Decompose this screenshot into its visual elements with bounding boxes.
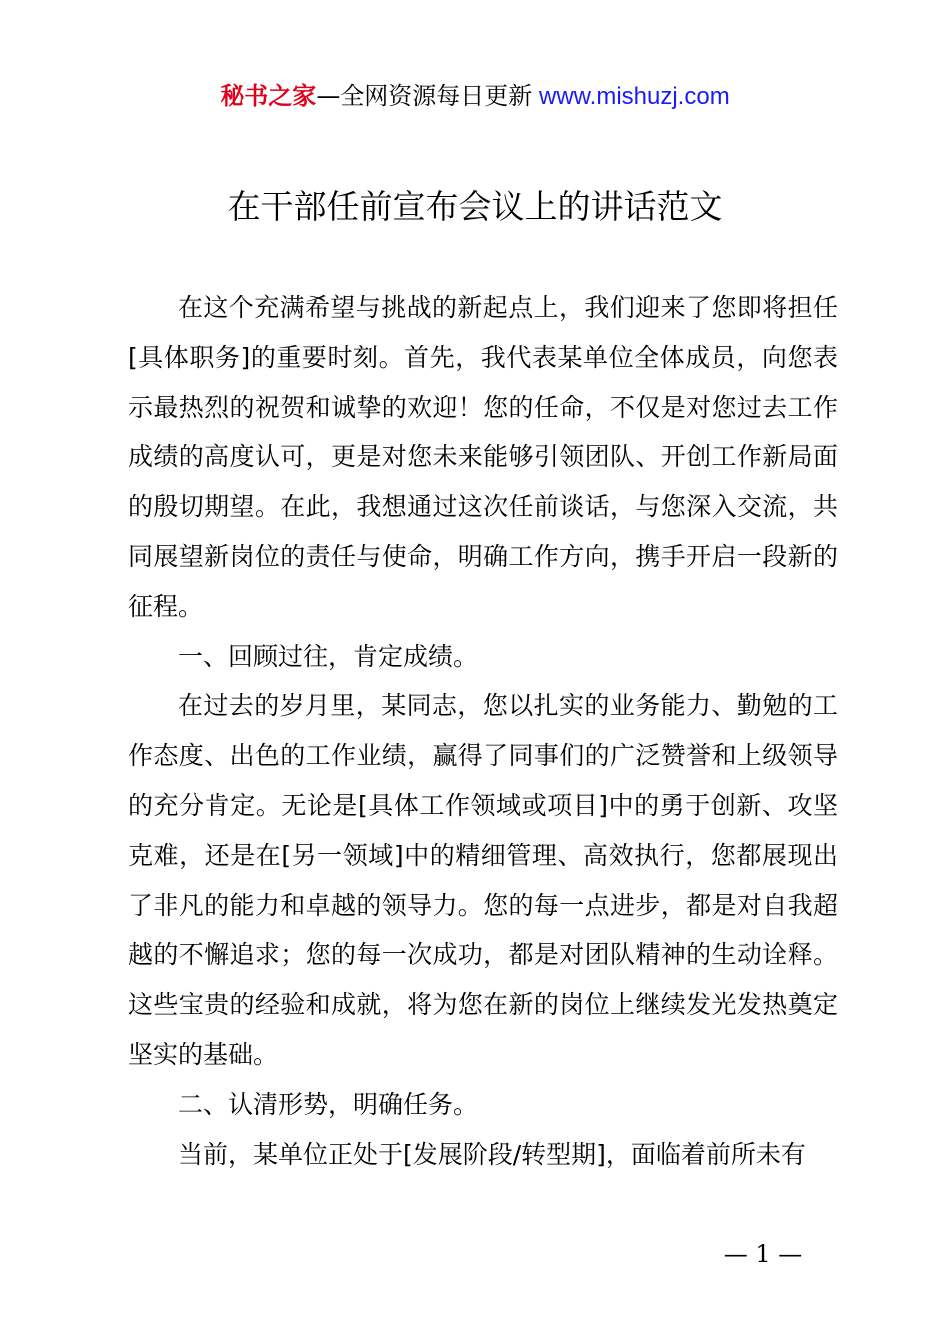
site-url-link[interactable]: www.mishuzj.com [532,83,730,110]
site-header [0,80,950,113]
page-number: — 1 — [723,1240,803,1268]
paragraph-section-2: 当前，某单位正处于[发展阶段/转型期]，面临着前所未有 [178,1139,806,1169]
brand-name: 秘书之家 [220,82,317,110]
header-tagline: —全网资源每日更新 [316,82,533,110]
paragraph-intro: 在这个充满希望与挑战的新起点上，我们迎来了您即将担任[具体职务]的重要时刻。首先，我代表某单位全体成员，向您表示最热烈的祝贺和诚挚的欢迎！您的任命，不仅是对您过去工作成绩的高度认可，更是对您未来能够引领团队、开创工作新局面的殷切期望。在此，我想通过这次任前谈话，与您深入交流，共同展望新岗位的责任与使命，明确工作方向，携手开启一段新的征程。 [128,293,838,621]
document-body [128,283,838,1179]
section-heading-1: 一、回顾过往，肯定成绩。 [178,641,479,671]
document-title: 在干部任前宣布会议上的讲话范文 [227,187,723,226]
section-heading-2: 二、认清形势，明确任务。 [178,1089,479,1119]
paragraph-section-1: 在过去的岁月里，某同志，您以扎实的业务能力、勤勉的工作态度、出色的工作业绩，赢得了同事们的广泛赞誉和上级领导的充分肯定。无论是[具体工作领域或项目]中的勇于创新、攻坚克难，还是在[另一领域]中的精细管理、高效执行，您都展现出了非凡的能力和卓越的领导力。您的每一点进步，都是对自我超越的不懈追求；您的每一次成功，都是对团队精神的生动诠释。这些宝贵的经验和成就，将为您在新的岗位上继续发光发热奠定坚实的基础。 [128,691,838,1069]
